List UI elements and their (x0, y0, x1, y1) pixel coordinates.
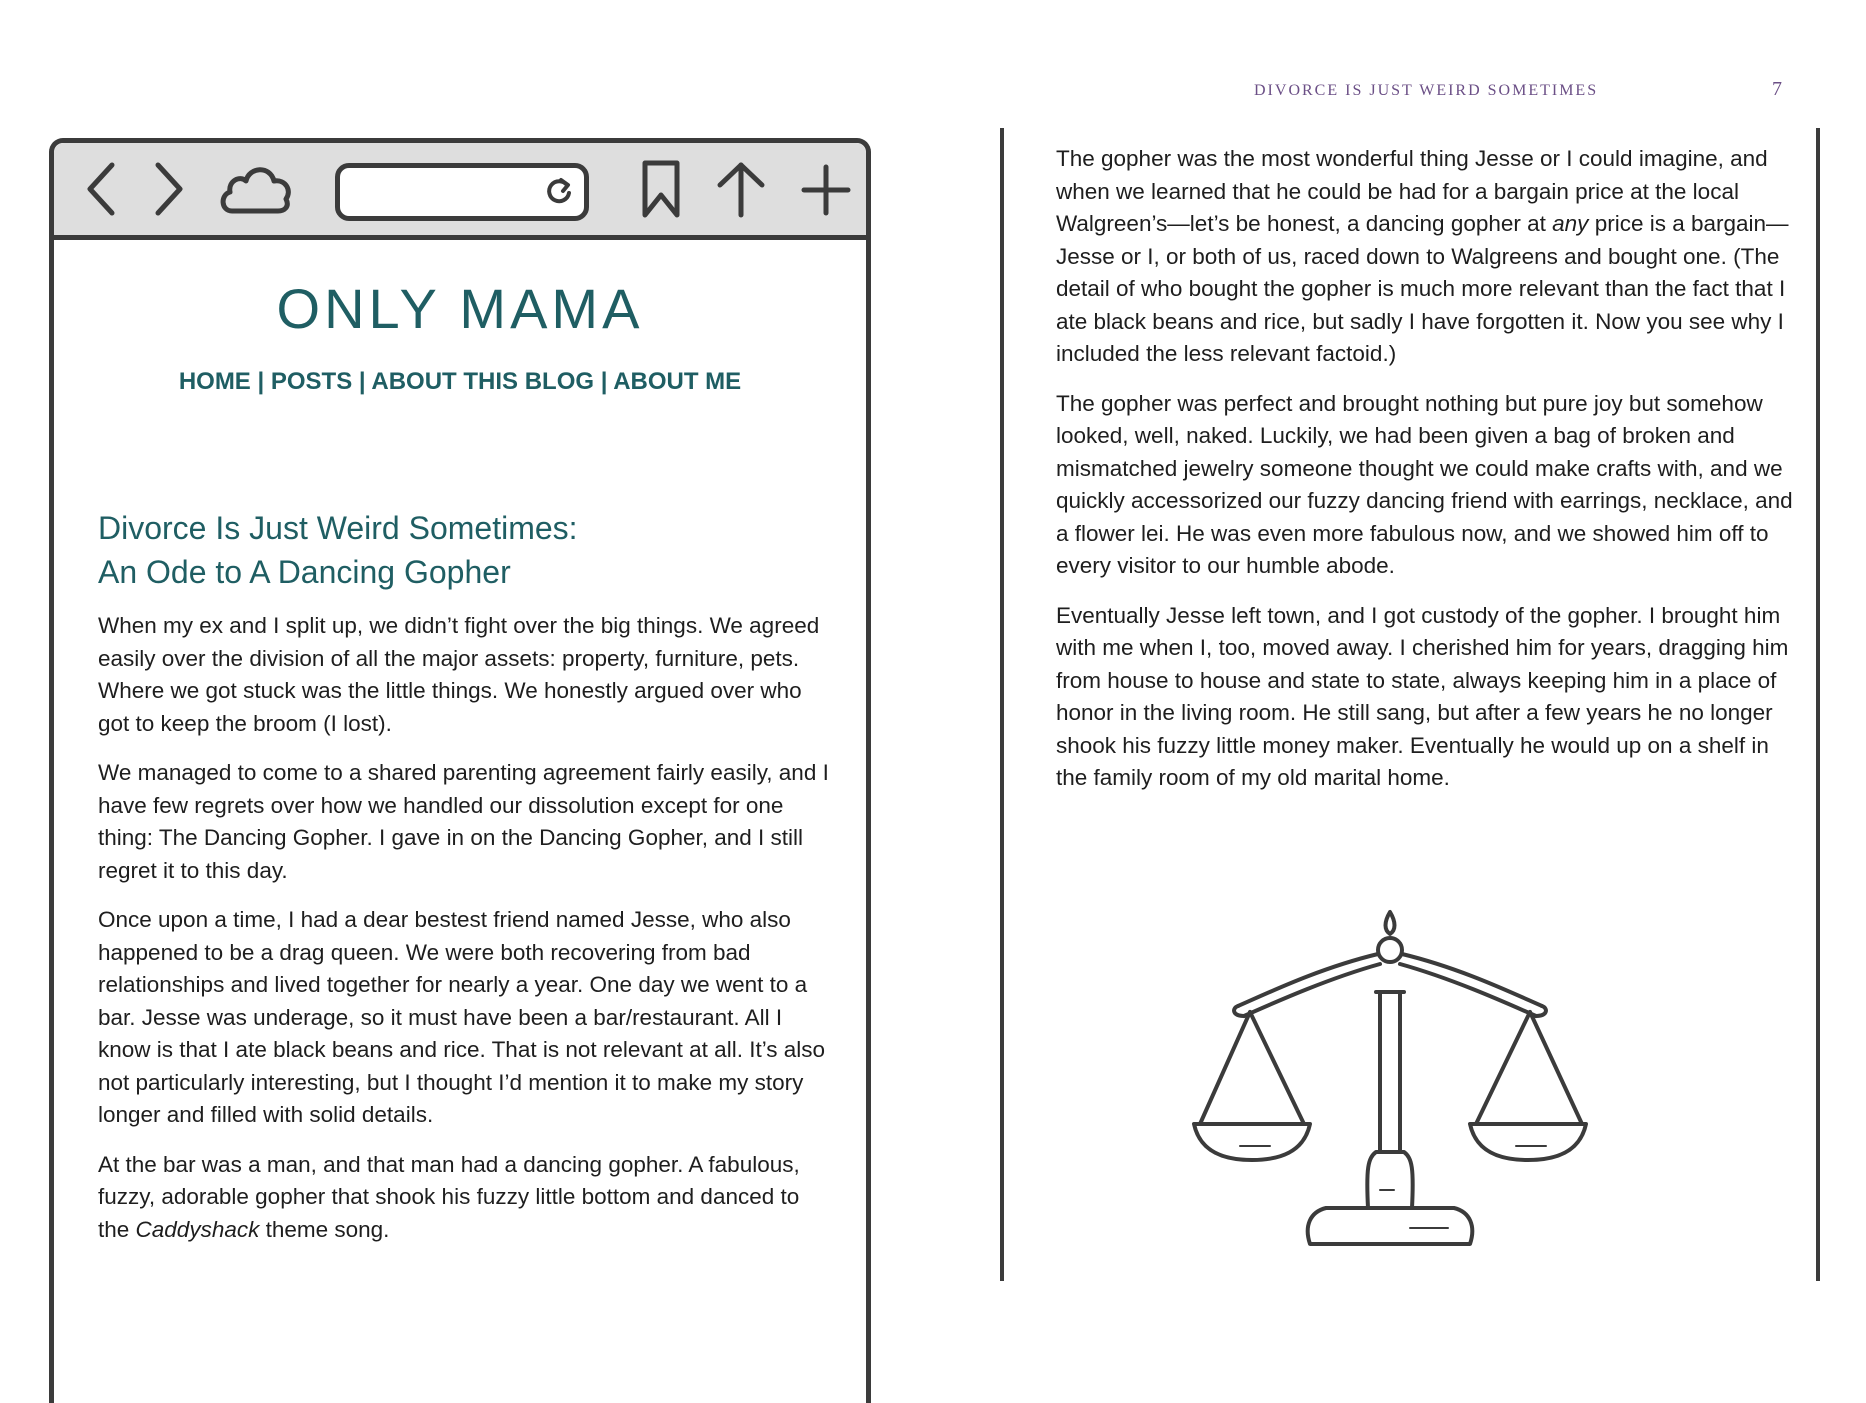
post-paragraph-4-text-a: At the bar was a man, and that man had a dancing gopher. A fabulous, fuzzy, adorable gopher that shook his fuzzy little bottom and danced to the (98, 1151, 800, 1242)
browser-mockup (49, 138, 869, 1400)
right-paragraph-1-text-a: The gopher was the most wonderful thing Jesse or I could imagine, and when we learned that he could be had for a bargain price at the local Walgreen’s—let’s be honest, a dancing gopher at (1056, 146, 1768, 236)
right-paragraph-1 (1056, 143, 1800, 371)
post-title (98, 506, 818, 594)
blog-nav[interactable]: HOME | POSTS | ABOUT THIS BLOG | ABOUT ME (178, 368, 742, 395)
post-paragraph-1: When my ex and I split up, we didn’t fight over the big things. We agreed easily over the division of all the major assets: property, furniture, pets. Where we got stuck was the little things. We honestly argued over who got to keep the broom (I lost). (98, 613, 820, 736)
cloud-icon[interactable] (218, 157, 294, 221)
url-bar[interactable] (335, 163, 589, 221)
post-paragraph-2: We managed to come to a shared parenting agreement fairly easily, and I have few regrets over how we handled our dissolution except for one thing: The Dancing Gopher. I gave in on the Dancing Gopher, and I still regret it to this day. (98, 760, 829, 883)
share-icon[interactable] (714, 157, 768, 221)
running-head-title: DIVORCE IS JUST WEIRD SOMETIMES (1254, 82, 1599, 99)
reload-icon[interactable] (544, 176, 574, 206)
post-paragraph-4-emphasis: Caddyshack (135, 1216, 260, 1242)
post-title-line1: Divorce Is Just Weird Sometimes: (98, 510, 578, 546)
post-paragraph-4-text-b: theme song. (259, 1216, 390, 1242)
post-paragraph-3: Once upon a time, I had a dear bestest friend named Jesse, who also happened to be a drag queen. We were both recovering from bad relationships and lived together for nearly a year. One day we went to a bar. Jesse was underage, so it must have been a bar/restaurant. All I know is that I ate black beans and rice. That is not relevant at all. It’s also not particularly interesting, but I thought I’d mention it to make my story longer and filled with solid details. (98, 907, 826, 1127)
right-page-left-rule (1000, 128, 1004, 1281)
post-title-line2: An Ode to A Dancing Gopher (98, 554, 511, 590)
forward-icon[interactable] (148, 157, 188, 221)
new-tab-icon[interactable] (800, 157, 852, 221)
post-paragraph-4 (98, 1149, 833, 1247)
right-paragraph-3: Eventually Jesse left town, and I got custody of the gopher. I brought him with me when I, too, moved away. I cherished him for years, dragging him from house to house and state to state, always keeping him in a place of honor in the living room. He still sang, but after a few years he no longer shook his fuzzy little money maker. Eventually he would up on a shelf in the family room of my old marital home. (1056, 602, 1789, 790)
right-paragraph-1-emphasis: any (1552, 211, 1589, 236)
scales-of-justice-icon (1180, 908, 1600, 1248)
page-number: 7 (1772, 78, 1782, 100)
bookmark-icon[interactable] (639, 157, 683, 221)
back-icon[interactable] (82, 157, 122, 221)
post-body (98, 610, 833, 1263)
right-paragraph-1-text-b: price is a bargain—Jesse or I, or both of us, raced down to Walgreens and bought one. (The detail of who bought the gopher is much more relevant than the fact that I ate black beans and rice, but sadly I have forgotten it. Now you see why I included the less relevant factoid.) (1056, 211, 1789, 366)
browser-toolbar (54, 143, 866, 240)
right-page-right-rule (1816, 128, 1820, 1281)
right-page-text (1056, 143, 1800, 812)
right-paragraph-2: The gopher was perfect and brought nothing but pure joy but somehow looked, well, naked. Luckily, we had been given a bag of broken and mismatched jewelry someone thought we could make crafts with, and we quickly accessorized our fuzzy dancing friend with earrings, necklace, and a flower lei. He was even more fabulous now, and we showed him off to every visitor to our humble abode. (1056, 390, 1793, 578)
blog-title: ONLY MAMA (276, 277, 644, 340)
